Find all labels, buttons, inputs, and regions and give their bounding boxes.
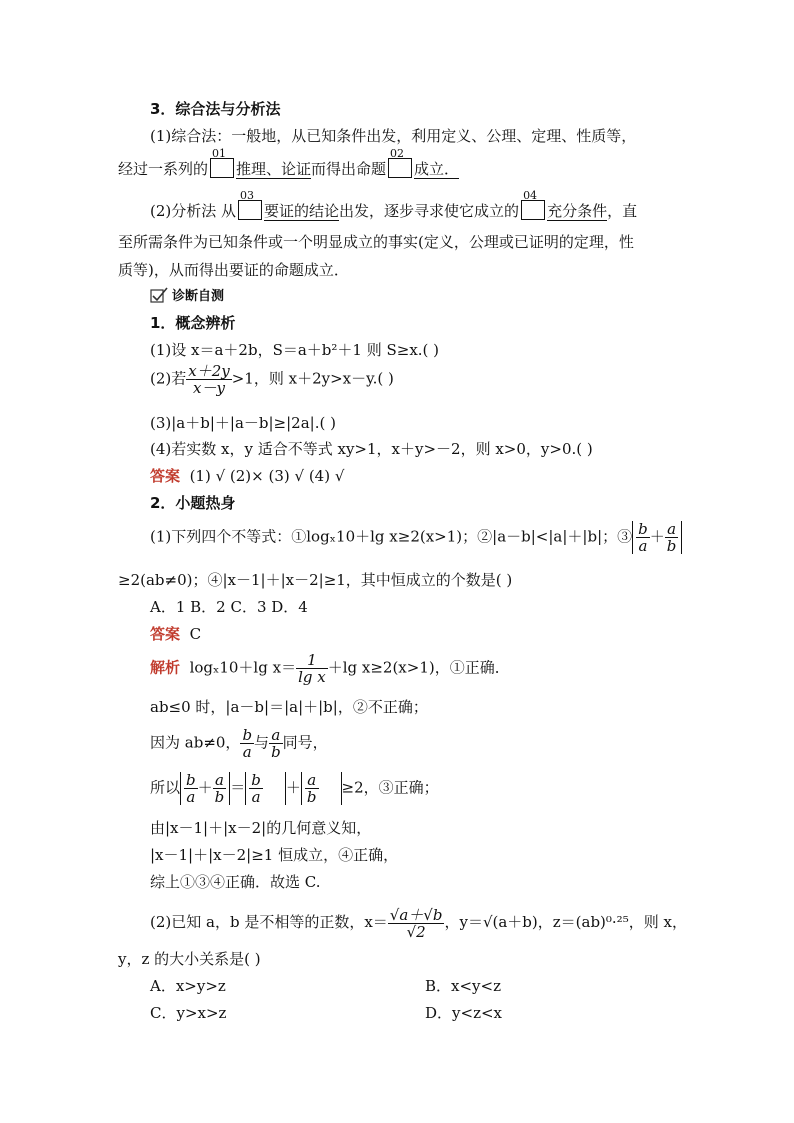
numerator: 1 (296, 652, 328, 669)
blank-answer-4: 充分条件 (547, 202, 608, 220)
text: logₓ10＋lg x＝ (189, 658, 297, 677)
text: 因为 ab≠0， (150, 733, 241, 752)
denominator: a (242, 743, 252, 761)
q1-item-4: (4)若实数 x，y 适合不等式 xy>1，x＋y>－2，则 x>0，y>0.( ) (150, 440, 593, 458)
section-3-heading: 3．综合法与分析法 (150, 100, 281, 118)
numerator: b (251, 771, 261, 789)
text: (2)已知 a，b 是不相等的正数，x＝ (150, 913, 388, 931)
numerator: a (305, 772, 319, 789)
fraction (186, 363, 231, 396)
denominator: a (186, 788, 196, 806)
solution-line-7: 综上①③④正确．故选 C. (150, 873, 321, 891)
box-number: 02 (390, 147, 405, 160)
answer-box-03 (238, 189, 262, 220)
answer-box-04 (521, 189, 545, 220)
text: 所以 (150, 778, 181, 797)
blank-answer-1: 推理、论证 (236, 160, 312, 178)
text: (2)若 (150, 369, 187, 388)
denominator: a (251, 788, 261, 806)
box-number: 04 (523, 189, 538, 202)
answer-box-01 (210, 147, 234, 178)
analytic-method-line1 (150, 189, 638, 221)
synthetic-method-text: (1)综合法：一般地，从已知条件出发，利用定义、公理、定理、性质等， (150, 127, 637, 145)
denominator: b (306, 788, 317, 806)
q1-item-2 (150, 363, 394, 396)
box-number: 03 (240, 189, 255, 202)
text: (1)下列四个不等式：①logₓ10＋lg x≥2(x>1)；②|a－b|<|a|＋|b|；③ (150, 527, 633, 546)
box-number: 01 (212, 147, 227, 160)
blank-answer-2: 成立． (414, 160, 460, 178)
denominator: a (638, 537, 648, 555)
q1-answer (150, 466, 344, 486)
text: ，直 (607, 202, 638, 220)
solution-line-2: ab≤0 时，|a－b|＝|a|＋|b|，②不正确； (150, 698, 428, 716)
text: 与 (254, 733, 270, 752)
text: 出发，逐步寻求使它成立的 (339, 202, 520, 220)
answer-text: (1) √ (2)× (3) √ (4) √ (189, 467, 345, 485)
fraction (388, 907, 445, 940)
answer-label: 答案 (150, 625, 181, 643)
blank-answer-3: 要证的结论 (264, 202, 340, 220)
q1-item-3: (3)|a＋b|＋|a－b|≥|2a|.( ) (150, 414, 336, 432)
self-test-text: 诊断自测 (172, 289, 225, 304)
q2-problem-2 (150, 902, 687, 942)
text: ≥2，③正确； (341, 778, 439, 797)
option-b: B．x<y<z (425, 977, 501, 995)
answer-text: C (189, 625, 202, 643)
denominator: b (214, 788, 225, 806)
q2-problem-1-cont: ≥2(ab≠0)；④|x－1|＋|x－2|≥1，其中恒成立的个数是( ) (118, 571, 513, 589)
denominator: b (666, 537, 677, 555)
text: ＋lg x≥2(x>1)，①正确． (327, 658, 510, 677)
denominator: √2 (406, 922, 426, 941)
solution-label: 解析 (150, 658, 181, 677)
option-c: C．y>x>z (150, 1004, 227, 1022)
numerator: b (186, 771, 196, 789)
abs-expression: $\frac{b}{a}$ ＋ $\frac{a}{b}$ (632, 521, 682, 554)
q1-heading: 1．概念辨析 (150, 314, 236, 332)
text: (2)分析法 从 (150, 202, 237, 220)
numerator: a (213, 772, 227, 789)
self-test-label (150, 287, 224, 307)
numerator: b (638, 520, 648, 538)
text: ，y＝√(a＋b)，z＝(ab)⁰·²⁵，则 x， (444, 913, 687, 931)
fraction (296, 652, 328, 685)
solution-line-5: 由|x－1|＋|x－2|的几何意义知， (150, 819, 372, 837)
solution-line-6: |x－1|＋|x－2|≥1 恒成立，④正确， (150, 846, 399, 864)
numerator: b (242, 726, 253, 744)
solution-line-3 (150, 727, 328, 760)
text: 而得出命题 (311, 160, 387, 178)
q1-item-1: (1)设 x＝a＋2b，S＝a＋b²＋1 则 S≥x.( ) (150, 341, 440, 359)
analytic-method-line3: 质等)，从而得出要证的命题成立． (118, 261, 349, 279)
q2-problem-2-cont: y，z 的大小关系是( ) (118, 950, 261, 968)
solution-line-4: 所以 $\frac{b}{a}$ ＋ $\frac{a}{b}$ ＝ $\frac{b}{a}$ ＋ $\frac{a}{b}$ ≥2，③正确； (150, 771, 439, 806)
text: 经过一系列的 (118, 160, 209, 178)
answer-box-02 (388, 147, 412, 178)
check-icon (150, 287, 168, 303)
numerator: √a＋√b (389, 905, 443, 924)
denominator: x－y (193, 379, 225, 397)
analytic-method-line2: 至所需条件为已知条件或一个明显成立的事实(定义，公理或已证明的定理，性 (118, 233, 634, 251)
denominator: b (271, 743, 281, 761)
option-a: A．x>y>z (150, 977, 226, 995)
numerator: a (269, 727, 283, 744)
text: 同号， (282, 733, 328, 752)
solution-line-1 (150, 652, 510, 685)
q2-heading: 2．小题热身 (150, 494, 236, 512)
numerator: a (665, 521, 679, 538)
q2-problem-1 (150, 521, 682, 554)
numerator: x＋2y (188, 362, 230, 380)
q2-answer (150, 624, 201, 644)
q2-options: A．1 B．2 C．3 D．4 (150, 598, 308, 616)
denominator: lg x (298, 668, 326, 686)
synthetic-method-line2 (118, 147, 460, 179)
option-d: D．y<z<x (425, 1004, 502, 1022)
answer-label: 答案 (150, 467, 181, 485)
text: >1，则 x＋2y>x－y.( ) (231, 369, 394, 388)
